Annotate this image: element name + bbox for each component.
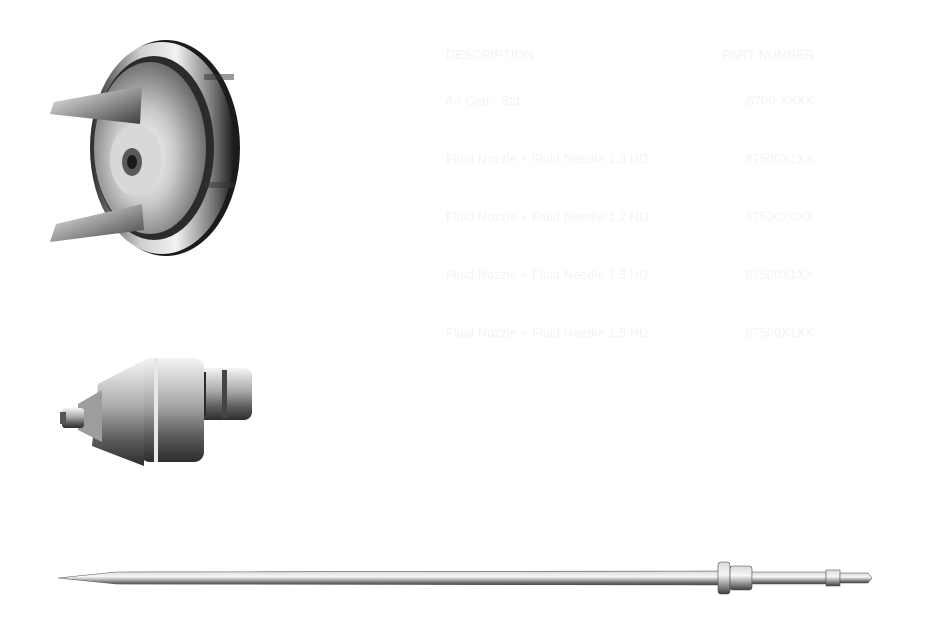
row-description: Fluid Nozzle + Fluid Needle 1.5 HD — [446, 326, 649, 340]
row-description: Air Cap - Std — [446, 94, 521, 108]
air-cap-image — [44, 34, 248, 260]
part-number-header: PART NUMBER — [722, 48, 814, 62]
description-header: DESCRIPTION — [446, 48, 534, 62]
row-description: Fluid Nozzle + Fluid Needle 1.3 HD — [446, 152, 649, 166]
fluid-needle-image — [56, 558, 874, 598]
row-description: Fluid Nozzle + Fluid Needle 1.2 HD — [446, 210, 649, 224]
fluid-nozzle-image — [58, 350, 256, 476]
table-row — [446, 94, 822, 114]
row-part-number: 8700-XXXX — [746, 94, 814, 108]
table-row — [446, 152, 822, 172]
row-part-number: 87500X1XX — [745, 268, 814, 282]
table-row — [446, 268, 822, 288]
row-part-number: 87500X1XX — [745, 326, 814, 340]
row-description: Fluid Nozzle + Fluid Needle 1.3 HD — [446, 268, 649, 282]
parts-table — [446, 48, 822, 340]
row-part-number: 87500X0XX — [745, 210, 814, 224]
table-row — [446, 326, 822, 346]
row-part-number: 87500X1XX — [745, 152, 814, 166]
table-header — [446, 48, 822, 68]
table-row — [446, 210, 822, 230]
